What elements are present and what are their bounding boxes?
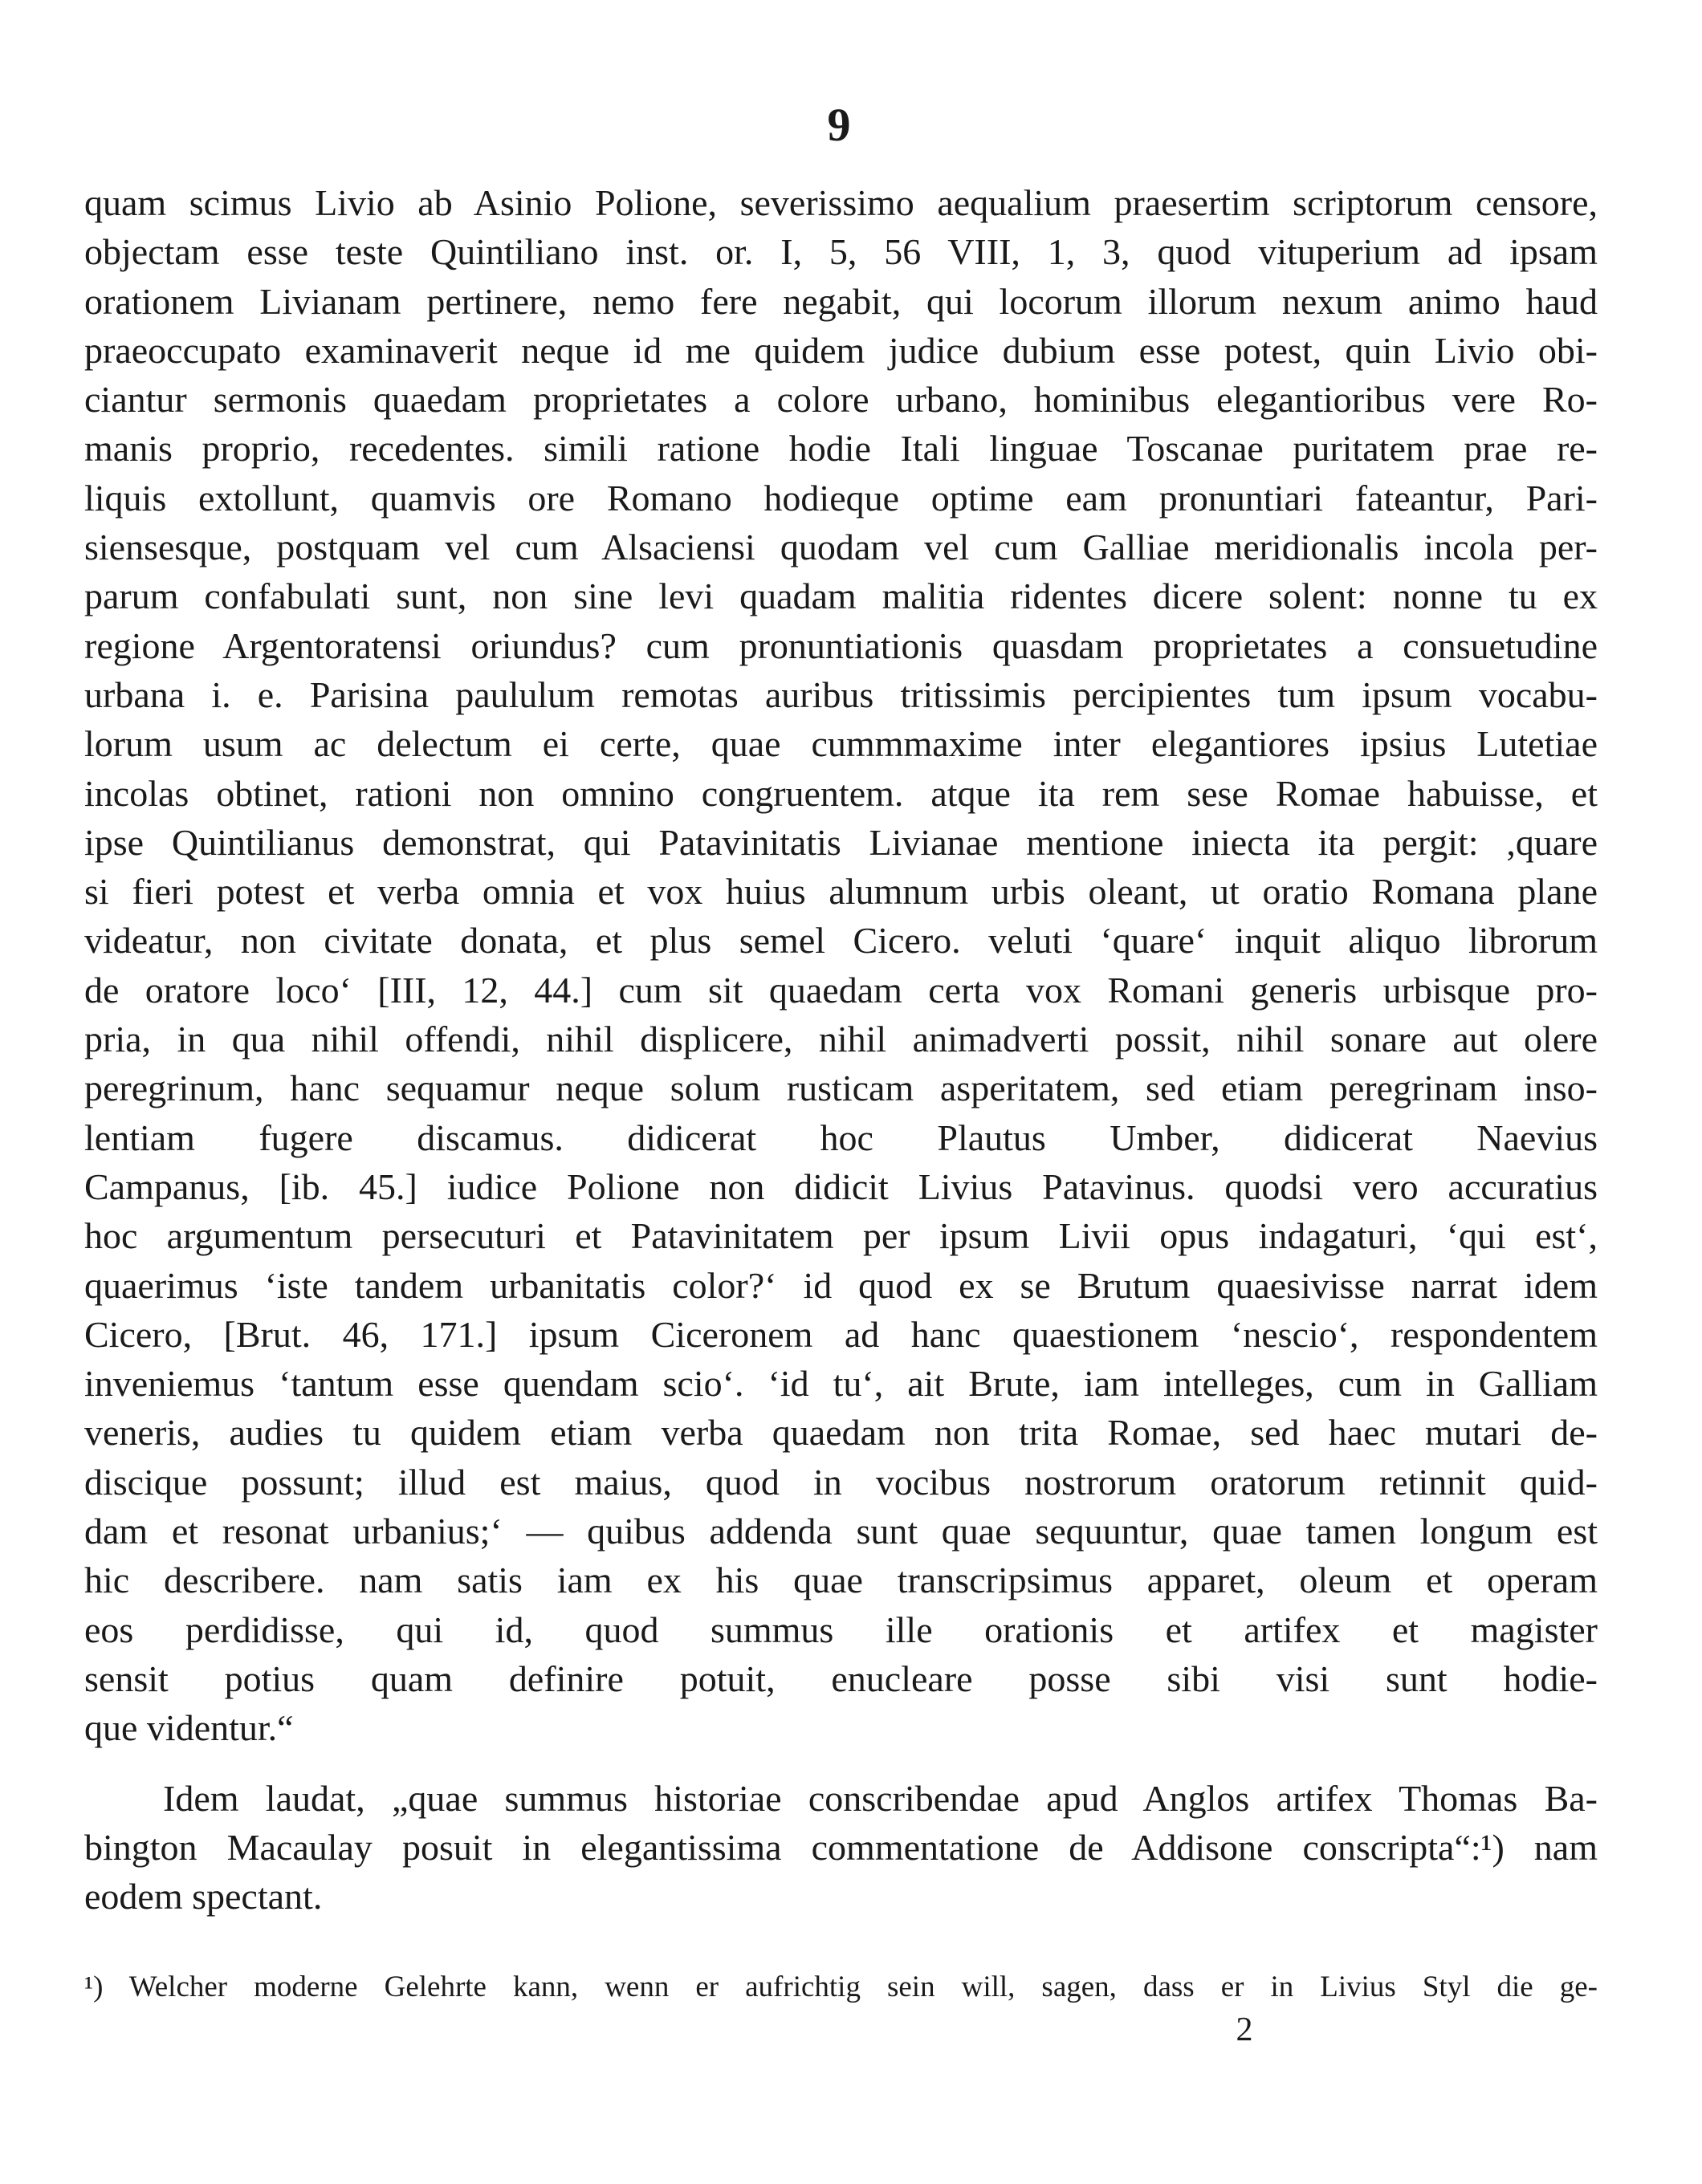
text-line: quam scimus Livio ab Asinio Polione, severissimo aequalium praesertim scriptorum censore, bbox=[84, 182, 1598, 223]
text-line: de oratore loco‘ [III, 12, 44.] cum sit quaedam certa vox Romani generis urbisque pro- bbox=[84, 969, 1598, 1011]
text-line: urbana i. e. Parisina paululum remotas auribus tritissimis percipientes tum ipsum vocabu- bbox=[84, 673, 1598, 715]
signature-mark: 2 bbox=[1236, 2011, 1253, 2048]
footnote-marker: ¹) bbox=[84, 1970, 104, 2003]
text-line: lentiam fugere discamus. didicerat hoc Plautus Umber, didicerat Naevius bbox=[84, 1116, 1598, 1158]
text-line: hoc argumentum persecuturi et Patavinitatem per ipsum Livii opus indagaturi, ‘qui est‘, bbox=[84, 1215, 1598, 1257]
text-line: objectam esse teste Quintiliano inst. or. I, 5, 56 VIII, 1, 3, quod vituperium ad ipsam bbox=[84, 231, 1598, 273]
text-line: dam et resonat urbanius;‘ — quibus addenda sunt quae sequuntur, quae tamen longum est bbox=[84, 1511, 1598, 1552]
text-line: incolas obtinet, rationi non omnino congruentem. atque ita rem sese Romae habuisse, et bbox=[84, 772, 1598, 814]
footnote bbox=[84, 1965, 1598, 2010]
paragraph-1 bbox=[84, 178, 1598, 1753]
text-line: que videntur.“ bbox=[84, 1707, 294, 1749]
text-line: lorum usum ac delectum ei certe, quae cummmaxime inter elegantiores ipsius Lutetiae bbox=[84, 723, 1598, 765]
text-line: videatur, non civitate donata, et plus semel Cicero. veluti ‘quare‘ inquit aliquo librorum bbox=[84, 920, 1598, 962]
text-line: inveniemus ‘tantum esse quendam scio‘. ‘id tu‘, ait Brute, iam intelleges, cum in Galliam bbox=[84, 1363, 1598, 1405]
text-line: ipse Quintilianus demonstrat, qui Patavinitatis Livianae mentione iniecta ita pergit: ,quare bbox=[84, 821, 1598, 863]
text-line: regione Argentoratensi oriundus? cum pronuntiationis quasdam proprietates a consuetudine bbox=[84, 624, 1598, 666]
text-line: Idem laudat, „quae summus historiae conscribendae apud Anglos artifex Thomas Ba- bbox=[163, 1777, 1598, 1819]
body-text bbox=[84, 178, 1598, 1921]
text-line: eodem spectant. bbox=[84, 1876, 323, 1918]
text-line: orationem Livianam pertinere, nemo fere negabit, qui locorum illorum nexum animo haud bbox=[84, 280, 1598, 322]
text-line: hic describere. nam satis iam ex his quae transcripsimus apparet, oleum et operam bbox=[84, 1560, 1598, 1601]
paragraph-gap bbox=[84, 1753, 1598, 1774]
text-line: Campanus, [ib. 45.] iudice Polione non didicit Livius Patavinus. quodsi vero accuratius bbox=[84, 1165, 1598, 1207]
text-line: praeoccupato examinaverit neque id me quidem judice dubium esse potest, quin Livio obi- bbox=[84, 329, 1598, 371]
text-line: quaerimus ‘iste tandem urbanitatis color?‘ id quod ex se Brutum quaesivisse narrat idem bbox=[84, 1264, 1598, 1306]
text-line: bington Macaulay posuit in elegantissima commentatione de Addisone conscripta“:¹) nam bbox=[84, 1826, 1598, 1868]
footnote-text: Welcher moderne Gelehrte kann, wenn er aufrichtig sein will, sagen, dass er in Livius Styl die ge- bbox=[128, 1970, 1598, 2003]
text-line: siensesque, postquam vel cum Alsaciensi quodam vel cum Galliae meridionalis incola per- bbox=[84, 527, 1598, 568]
page-number: 9 bbox=[827, 99, 851, 151]
text-line: discique possunt; illud est maius, quod in vocibus nostrorum oratorum retinnit quid- bbox=[84, 1461, 1598, 1503]
text-line: si fieri potest et verba omnia et vox huius alumnum urbis oleant, ut oratio Romana plane bbox=[84, 871, 1598, 913]
text-line: peregrinum, hanc sequamur neque solum rusticam asperitatem, sed etiam peregrinam inso- bbox=[84, 1068, 1598, 1109]
text-line: pria, in qua nihil offendi, nihil displicere, nihil animadverti possit, nihil sonare aut olere bbox=[84, 1019, 1598, 1060]
text-line: liquis extollunt, quamvis ore Romano hodieque optime eam pronuntiari fateantur, Pari- bbox=[84, 477, 1598, 519]
text-line: ciantur sermonis quaedam proprietates a colore urbano, hominibus elegantioribus vere Ro- bbox=[84, 379, 1598, 421]
text-line: manis proprio, recedentes. simili ratione hodie Itali linguae Toscanae puritatem prae re- bbox=[84, 428, 1598, 470]
text-line: parum confabulati sunt, non sine levi quadam malitia ridentes dicere solent: nonne tu ex bbox=[84, 575, 1598, 617]
text-line: eos perdidisse, qui id, quod summus ille orationis et artifex et magister bbox=[84, 1609, 1598, 1650]
paragraph-2 bbox=[84, 1774, 1598, 1922]
text-line: sensit potius quam definire potuit, enucleare posse sibi visi sunt hodie- bbox=[84, 1657, 1598, 1699]
text-line: veneris, audies tu quidem etiam verba quaedam non trita Romae, sed haec mutari de- bbox=[84, 1412, 1598, 1454]
text-line: Cicero, [Brut. 46, 171.] ipsum Ciceronem ad hanc quaestionem ‘nescio‘, respondentem bbox=[84, 1313, 1598, 1355]
